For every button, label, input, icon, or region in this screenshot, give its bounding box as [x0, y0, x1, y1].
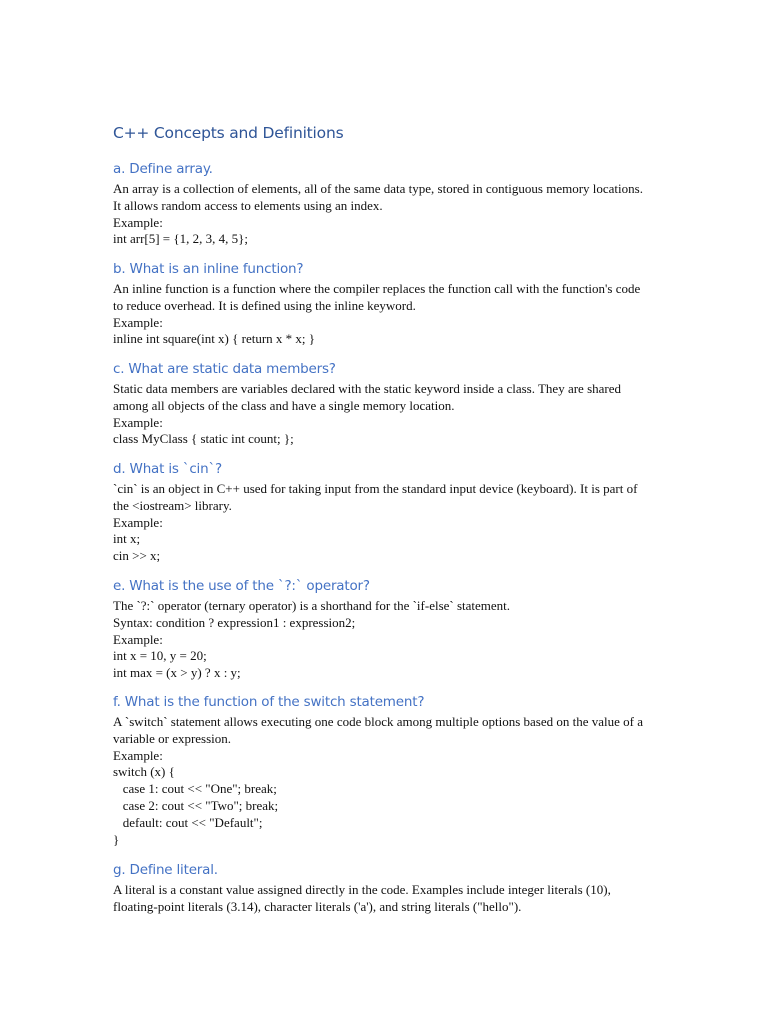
section-body: `cin` is an object in C++ used for taking input from the standard input device (keyboard). It is part of the <iostream> library. — [113, 481, 638, 513]
code-line: int arr[5] = {1, 2, 3, 4, 5}; — [113, 231, 248, 247]
section-heading: c. What are static data members? — [113, 361, 336, 377]
code-line: case 2: cout << "Two"; break; — [113, 797, 279, 813]
code-line: cin >> x; — [113, 548, 161, 564]
section-heading: f. What is the function of the switch statement? — [113, 694, 425, 710]
section-static-data-members — [113, 360, 653, 448]
section-ternary-operator — [113, 577, 653, 682]
code-line: class MyClass { static int count; }; — [113, 431, 294, 447]
example-label: Example: — [113, 747, 163, 763]
section-define-array — [113, 160, 653, 248]
example-label: Example: — [113, 214, 163, 230]
code-line: int x; — [113, 531, 141, 547]
example-label: Example: — [113, 314, 163, 330]
section-inline-function — [113, 260, 653, 348]
section-body: The `?:` operator (ternary operator) is a shorthand for the `if-else` statement. — [113, 598, 511, 613]
section-body: A literal is a constant value assigned directly in the code. Examples include integer literals (10), floating-point literals (3.14), character literals ('a'), and string literals ("hello"). — [113, 882, 611, 914]
section-heading: e. What is the use of the `?:` operator? — [113, 578, 370, 594]
syntax-line: Syntax: condition ? expression1 : expression2; — [113, 614, 356, 630]
example-label: Example: — [113, 514, 163, 530]
document-title: C++ Concepts and Definitions — [113, 124, 344, 142]
section-body: Static data members are variables declared with the static keyword inside a class. They are shared among all objects of the class and have a single memory location. — [113, 381, 622, 413]
code-line: default: cout << "Default"; — [113, 814, 263, 830]
example-label: Example: — [113, 414, 163, 430]
section-body: An array is a collection of elements, all of the same data type, stored in contiguous memory locations. It allows random access to elements using an index. — [113, 181, 643, 213]
section-heading: a. Define array. — [113, 161, 213, 177]
section-body: A `switch` statement allows executing one code block among multiple options based on the value of a variable or expression. — [113, 714, 643, 746]
code-line: } — [113, 831, 120, 847]
section-switch-statement — [113, 693, 653, 848]
code-line: case 1: cout << "One"; break; — [113, 781, 277, 797]
section-cin — [113, 460, 653, 565]
code-line: int max = (x > y) ? x : y; — [113, 665, 241, 681]
section-heading: b. What is an inline function? — [113, 261, 304, 277]
section-heading: g. Define literal. — [113, 862, 218, 878]
code-line: int x = 10, y = 20; — [113, 648, 207, 664]
example-label: Example: — [113, 631, 163, 647]
section-define-literal — [113, 861, 653, 916]
section-body: An inline function is a function where the compiler replaces the function call with the function's code to reduce overhead. It is defined using the inline keyword. — [113, 281, 641, 313]
section-heading: d. What is `cin`? — [113, 461, 222, 477]
code-line: inline int square(int x) { return x * x; } — [113, 331, 316, 347]
code-line: switch (x) { — [113, 764, 175, 780]
